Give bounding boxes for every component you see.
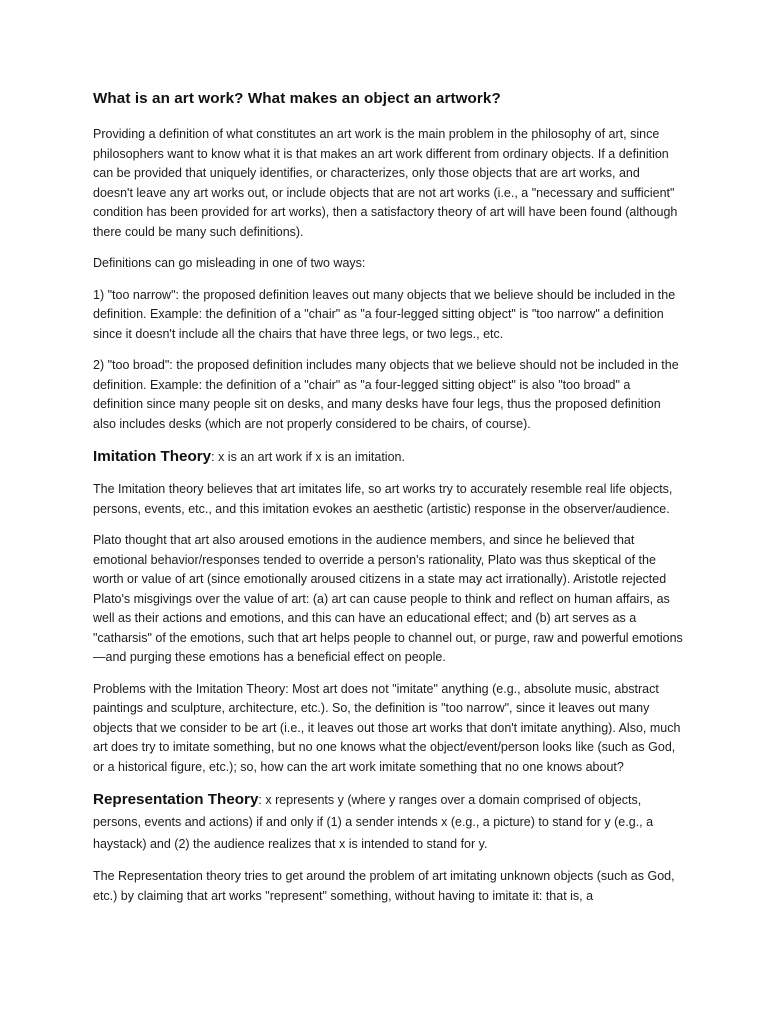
too-narrow-paragraph: 1) "too narrow": the proposed definition leaves out many objects that we believe should be included in the definition. Example: the definition of a "chair" as "a four-legged sitting object" is "too narrow" a definition since it doesn't include all the chairs that have three legs, or two legs., etc. — [93, 287, 676, 341]
imitation-theory-definition-text: : x is an art work if x is an imitation. — [211, 450, 405, 464]
imitation-paragraph-2: Plato thought that art also aroused emotions in the audience members, and since he believed that emotional behavior/responses tended to override a person's rationality, Plato was thus skeptical of the worth or value of art (since emotionally aroused citizens in a state may act irrationally). Aristotle rejected Plato's misgivings over the value of art: (a) art can cause people to think and reflect on human affairs, as well as their actions and emotions, and this can have an educational effect; and (b) art serves as a "catharsis" of the emotions, such that art helps people to channel out, or purge, raw and powerful emotions—and purging these emotions has a beneficial effect on people. — [93, 533, 683, 664]
too-broad-paragraph: 2) "too broad": the proposed definition includes many objects that we believe should not be included in the definition. Example: the definition of a "chair" as "a four-legged sitting object" is also "too broad" a definition since many people sit on desks, and many desks have four legs, thus the proposed definition also includes desks (which are not properly considered to be chairs, of course). — [93, 358, 679, 431]
imitation-problems-paragraph: Problems with the Imitation Theory: Most art does not "imitate" anything (e.g., absolute music, abstract paintings and sculpture, architecture, etc.). So, the definition is "too narrow", since it leaves out many objects that we consider to be art (i.e., it leaves out those art works that don't imitate anything). Also, much art does try to imitate something, but no one knows what the object/event/person looks like (such as God, or a historical figure, etc.); so, how can the art work imitate something that no one knows about? — [93, 681, 681, 774]
document-body — [93, 88, 683, 918]
definitions-lead-paragraph: Definitions can go misleading in one of two ways: — [93, 256, 366, 270]
intro-paragraph: Providing a definition of what constitutes an art work is the main problem in the philosophy of art, since philosophers want to know what it is that makes an art work different from ordinary objects. If a definition can be provided that uniquely identifies, or characterizes, only those objects that are art works, and doesn't leave any art works out, or include objects that are not art works (i.e., a "necessary and sufficient" condition has been provided for art works), then a satisfactory theory of art will have been found (although there could be many such definitions). — [93, 127, 678, 239]
representation-theory-definition — [93, 789, 683, 855]
imitation-theory-definition — [93, 446, 683, 468]
representation-theory-definition-text: : x represents y (where y ranges over a domain comprised of objects, persons, events and actions) if and only if (1) a sender intends x (e.g., a picture) to stand for y (e.g., a haystack) and (2) the audience realizes that x is intended to stand for y. — [93, 793, 654, 851]
imitation-paragraph-1: The Imitation theory believes that art imitates life, so art works try to accurately resemble real life objects, persons, events, etc., and this imitation evokes an aesthetic (artistic) response in the observer/audience. — [93, 482, 673, 516]
representation-theory-heading: Representation Theory — [93, 791, 259, 808]
representation-paragraph-1: The Representation theory tries to get around the problem of art imitating unknown objects (such as God, etc.) by claiming that art works "represent" something, without having to imitate it: that is, a — [93, 869, 675, 903]
document-title: What is an art work? What makes an object an artwork? — [93, 90, 501, 107]
imitation-theory-heading: Imitation Theory — [93, 448, 212, 465]
